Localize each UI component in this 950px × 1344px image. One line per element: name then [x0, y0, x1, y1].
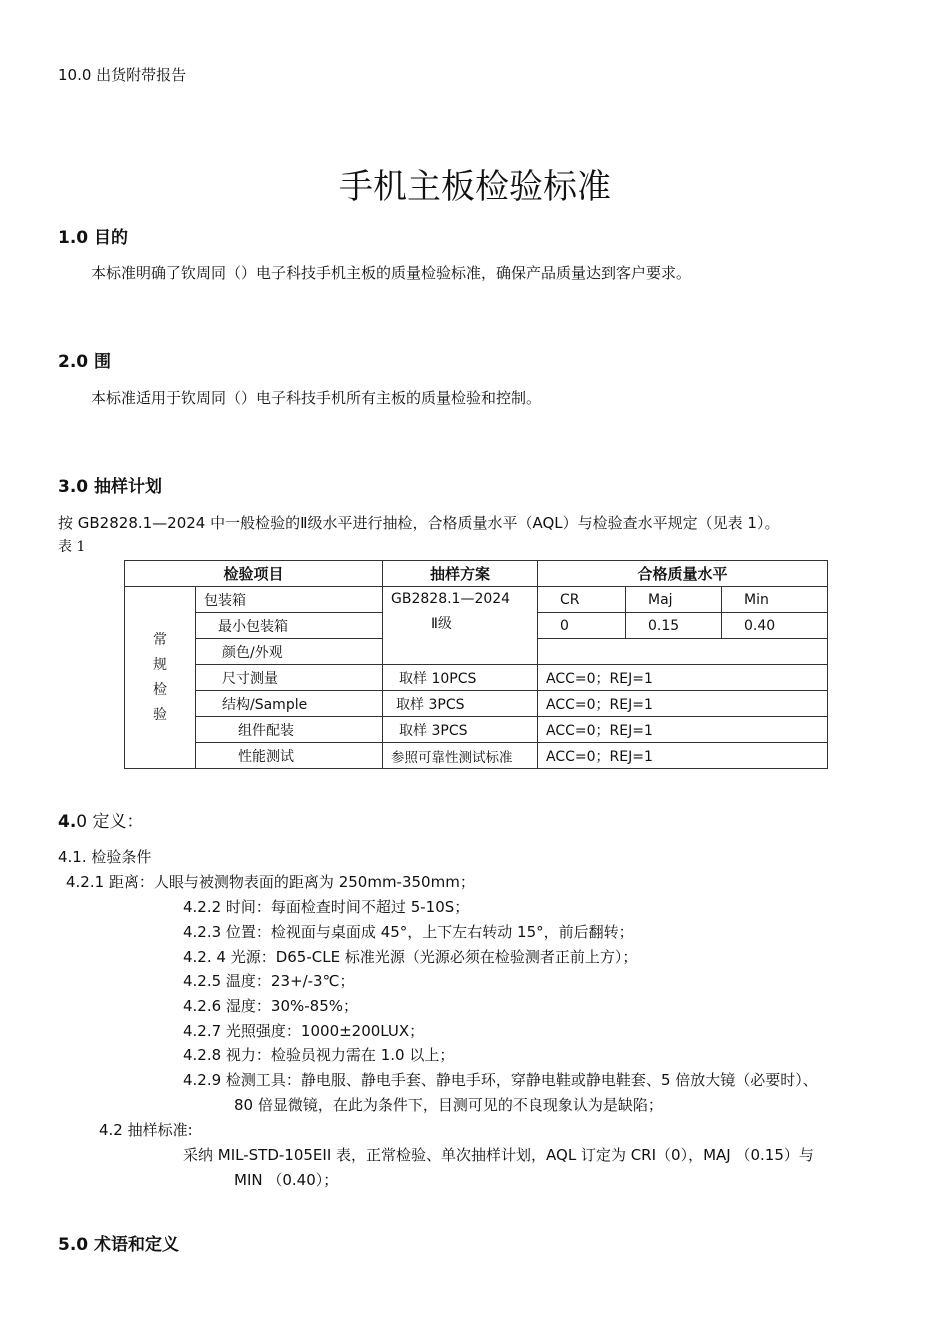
heading-sampling-plan: 3.0 抽样计划 — [58, 477, 163, 497]
sampling-plan-text: 按 GB2828.1—2024 中一般检验的Ⅱ级水平进行抽检，合格质量水平（AQL）与检验查水平规定（见表 1）。 — [58, 514, 780, 532]
heading-definitions-text: 0 定义： — [76, 812, 144, 832]
header-inspection-item: 检验项目 — [125, 561, 383, 587]
table-row — [125, 587, 828, 613]
category-char: 规 — [153, 656, 167, 673]
condition-line: 4.2.5 温度：23+/-3℃； — [183, 972, 355, 990]
sampling-standard-line: 采纳 MIL-STD-105EII 表，正常检验、单次抽样计划，AQL 订定为 CRI（0），MAJ （0.15）与 — [183, 1146, 814, 1164]
category-char: 常 — [153, 631, 167, 648]
acc-cell: ACC=0；REJ=1 — [538, 743, 828, 769]
category-char: 验 — [153, 706, 167, 723]
condition-line: 4.2.8 视力：检验员视力需在 1.0 以上； — [183, 1046, 455, 1064]
item-cell: 结构/Sample — [196, 691, 383, 717]
acc-cell: ACC=0；REJ=1 — [538, 691, 828, 717]
plan-cell: 取样 3PCS — [383, 717, 538, 743]
aql-value-maj: 0.15 — [626, 613, 722, 639]
item-cell: 组件配装 — [196, 717, 383, 743]
aql-header-maj: Maj — [626, 587, 722, 613]
plan-cell: 参照可靠性测试标准 — [383, 743, 538, 769]
table-row — [125, 665, 828, 691]
header-sampling-scheme: 抽样方案 — [383, 561, 538, 587]
aql-header-min: Min — [722, 587, 828, 613]
section-label: 10.0 出货附带报告 — [58, 66, 187, 84]
plan-level: Ⅱ级 — [431, 616, 452, 632]
aql-header-cr: CR — [538, 587, 626, 613]
item-cell: 颜色/外观 — [196, 639, 383, 665]
sampling-standard-heading: 4.2 抽样标准: — [99, 1121, 193, 1139]
condition-line: 4.2.1 距离：人眼与被测物表面的距离为 250mm-350mm； — [66, 873, 475, 891]
table-caption: 表 1 — [58, 539, 86, 555]
condition-line: 4.2.6 湿度：30%-85%； — [183, 997, 359, 1015]
heading-terms: 5.0 术语和定义 — [58, 1235, 180, 1255]
heading-purpose: 1.0 目的 — [58, 228, 129, 248]
category-char: 检 — [153, 681, 167, 698]
plan-merged-cell — [383, 587, 538, 665]
condition-line: 80 倍显微镜，在此为条件下，目测可见的不良现象认为是缺陷； — [234, 1096, 663, 1114]
condition-line: 4.2.3 位置：检视面与桌面成 45°，上下左右转动 15°，前后翻转； — [183, 923, 634, 941]
acc-cell: ACC=0；REJ=1 — [538, 717, 828, 743]
aql-value-min: 0.40 — [722, 613, 828, 639]
scope-text: 本标准适用于钦周同（）电子科技手机所有主板的质量检验和控制。 — [91, 389, 542, 407]
item-cell: 性能测试 — [196, 743, 383, 769]
condition-line: 4.2.9 检测工具：静电服、静电手套、静电手环，穿静电鞋或静电鞋套、5 倍放大镜（必要时）、 — [183, 1071, 818, 1089]
acc-cell: ACC=0；REJ=1 — [538, 665, 828, 691]
item-cell: 尺寸测量 — [196, 665, 383, 691]
heading-definitions — [58, 812, 144, 832]
plan-standard: GB2828.1—2024 — [391, 591, 511, 607]
table-row — [125, 743, 828, 769]
aql-value-cr: 0 — [538, 613, 626, 639]
table-row — [125, 717, 828, 743]
inspection-conditions: 4.1. 检验条件 — [58, 848, 152, 866]
condition-line: 4.2.7 光照强度：1000±200LUX； — [183, 1022, 425, 1040]
condition-line: 4.2.2 时间：每面检查时间不超过 5-10S； — [183, 898, 470, 916]
condition-line: 4.2. 4 光源：D65-CLE 标准光源（光源必须在检验测者正前上方）； — [183, 948, 638, 966]
table-row — [125, 691, 828, 717]
item-cell: 包装箱 — [196, 587, 383, 613]
table-header-row — [125, 561, 828, 587]
plan-cell: 取样 10PCS — [383, 665, 538, 691]
header-quality-level: 合格质量水平 — [538, 561, 828, 587]
empty-cell — [538, 639, 828, 665]
page-title: 手机主板检验标准 — [339, 167, 611, 207]
purpose-text: 本标准明确了钦周同（）电子科技手机主板的质量检验标准，确保产品质量达到客户要求。 — [91, 264, 692, 282]
heading-scope: 2.0 围 — [58, 352, 112, 372]
item-cell: 最小包装箱 — [196, 613, 383, 639]
heading-definitions-num: 4. — [58, 812, 77, 832]
inspection-table — [124, 560, 828, 769]
category-cell — [125, 587, 196, 769]
sampling-standard-line: MIN （0.40）； — [234, 1171, 339, 1189]
plan-cell: 取样 3PCS — [383, 691, 538, 717]
